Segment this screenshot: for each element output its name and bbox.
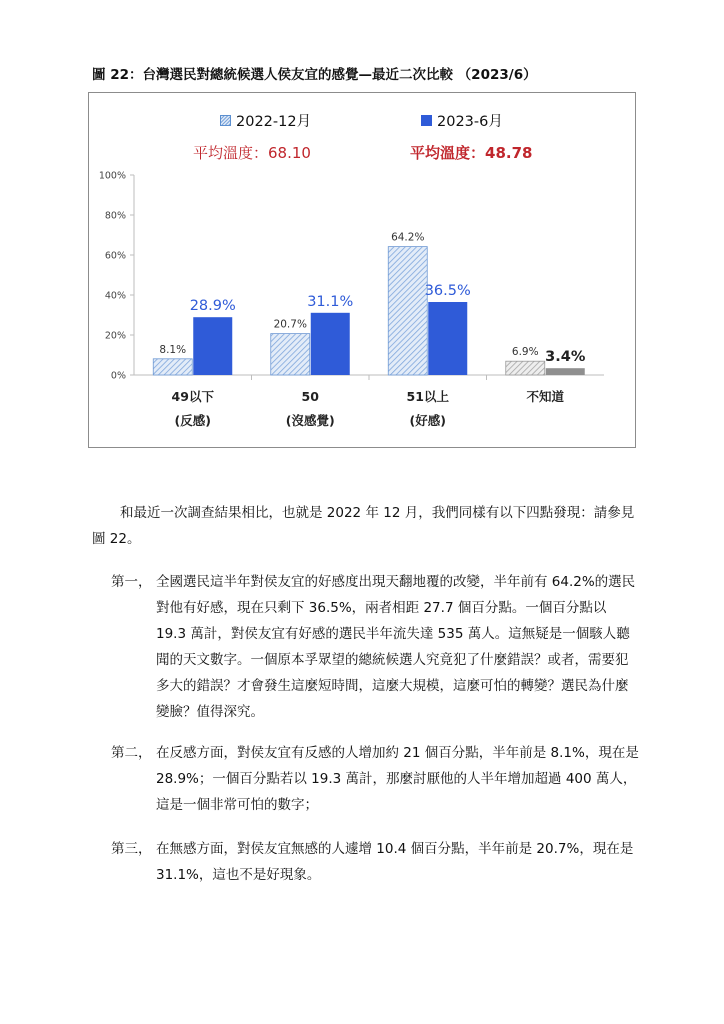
bar-chart xyxy=(88,92,636,448)
intro-paragraph: 和最近一次調查結果相比，也就是 2022 年 12 月，我們同樣有以下四點發現：請參見圖 22。 xyxy=(92,505,635,547)
data-label-2022-12: 8.1% xyxy=(159,343,187,356)
data-label-2022-12: 20.7% xyxy=(273,318,307,331)
chart-plot-area xyxy=(89,93,635,447)
category-sublabel: (沒感覺) xyxy=(285,413,335,428)
finding-lead-2: 第二， xyxy=(111,745,152,761)
category-sublabel: (好感) xyxy=(409,413,446,428)
category-label: 50 xyxy=(301,389,319,404)
finding-lead-1: 第一， xyxy=(111,574,152,590)
legend-label-2022: 2022-12月 xyxy=(236,114,312,130)
data-label-2023-06: 28.9% xyxy=(189,298,236,315)
bar-2023-06 xyxy=(428,302,467,375)
data-label-2022-12: 6.9% xyxy=(511,346,539,359)
bar-2022-12 xyxy=(271,334,310,375)
finding-text-2: 在反感方面，對侯友宜有反感的人增加約 21 個百分點，半年前是 8.1%，現在是 28.9%；一個百分點若以 19.3 萬計，那麼討厭他的人半年增加超過 400 萬人，這是一個非常可怕的數字； xyxy=(156,745,639,813)
y-tick-label: 100% xyxy=(98,170,126,182)
bar-2022-12 xyxy=(388,247,427,375)
finding-text-3: 在無感方面，對侯友宜無感的人遽增 10.4 個百分點，半年前是 20.7%，現在是 31.1%，這也不是好現象。 xyxy=(156,841,634,883)
category-label: 49以下 xyxy=(171,389,214,404)
y-tick-label: 20% xyxy=(104,330,126,342)
finding-lead-3: 第三， xyxy=(111,841,152,857)
category-sublabel: (反感) xyxy=(174,413,211,428)
bar-2022-12 xyxy=(506,361,545,375)
y-tick-label: 60% xyxy=(104,250,126,262)
avg-temperature-2022: 平均溫度：68.10 xyxy=(193,144,311,162)
data-label-2022-12: 64.2% xyxy=(391,231,425,244)
data-label-2023-06: 3.4% xyxy=(545,349,586,366)
category-label: 51以上 xyxy=(406,389,449,404)
legend-label-2023: 2023-6月 xyxy=(437,114,503,130)
y-tick-label: 0% xyxy=(110,370,126,382)
finding-text-1: 全國選民這半年對侯友宜的好感度出現天翻地覆的改變，半年前有 64.2%的選民對他有好感，現在只剩下 36.5%，兩者相距 27.7 個百分點。一個百分點以 19.3 萬計，對侯友宜有好感的選民半年流失達 535 萬人。這無疑是一個駭人聽聞的天文數字。一個原本孚眾望的總統候選人究竟犯了什麼錯誤？或者，需要犯多大的錯誤？才會發生這麼短時間，這麼大規模，這麼可怕的轉變？選民為什麼變臉？值得深究。 xyxy=(156,574,636,720)
y-tick-label: 80% xyxy=(104,210,126,222)
bar-2022-12 xyxy=(153,359,192,375)
bar-2023-06 xyxy=(546,368,585,375)
bar-2023-06 xyxy=(193,317,232,375)
bar-2023-06 xyxy=(311,313,350,375)
y-tick-label: 40% xyxy=(104,290,126,302)
data-label-2023-06: 31.1% xyxy=(307,293,354,310)
category-label: 不知道 xyxy=(526,389,565,404)
avg-temperature-2023: 平均溫度：48.78 xyxy=(410,144,533,162)
data-label-2023-06: 36.5% xyxy=(424,283,471,299)
figure-caption: 圖 22：台灣選民對總統候選人侯友宜的感覺—最近二次比較 （2023/6） xyxy=(92,67,537,83)
